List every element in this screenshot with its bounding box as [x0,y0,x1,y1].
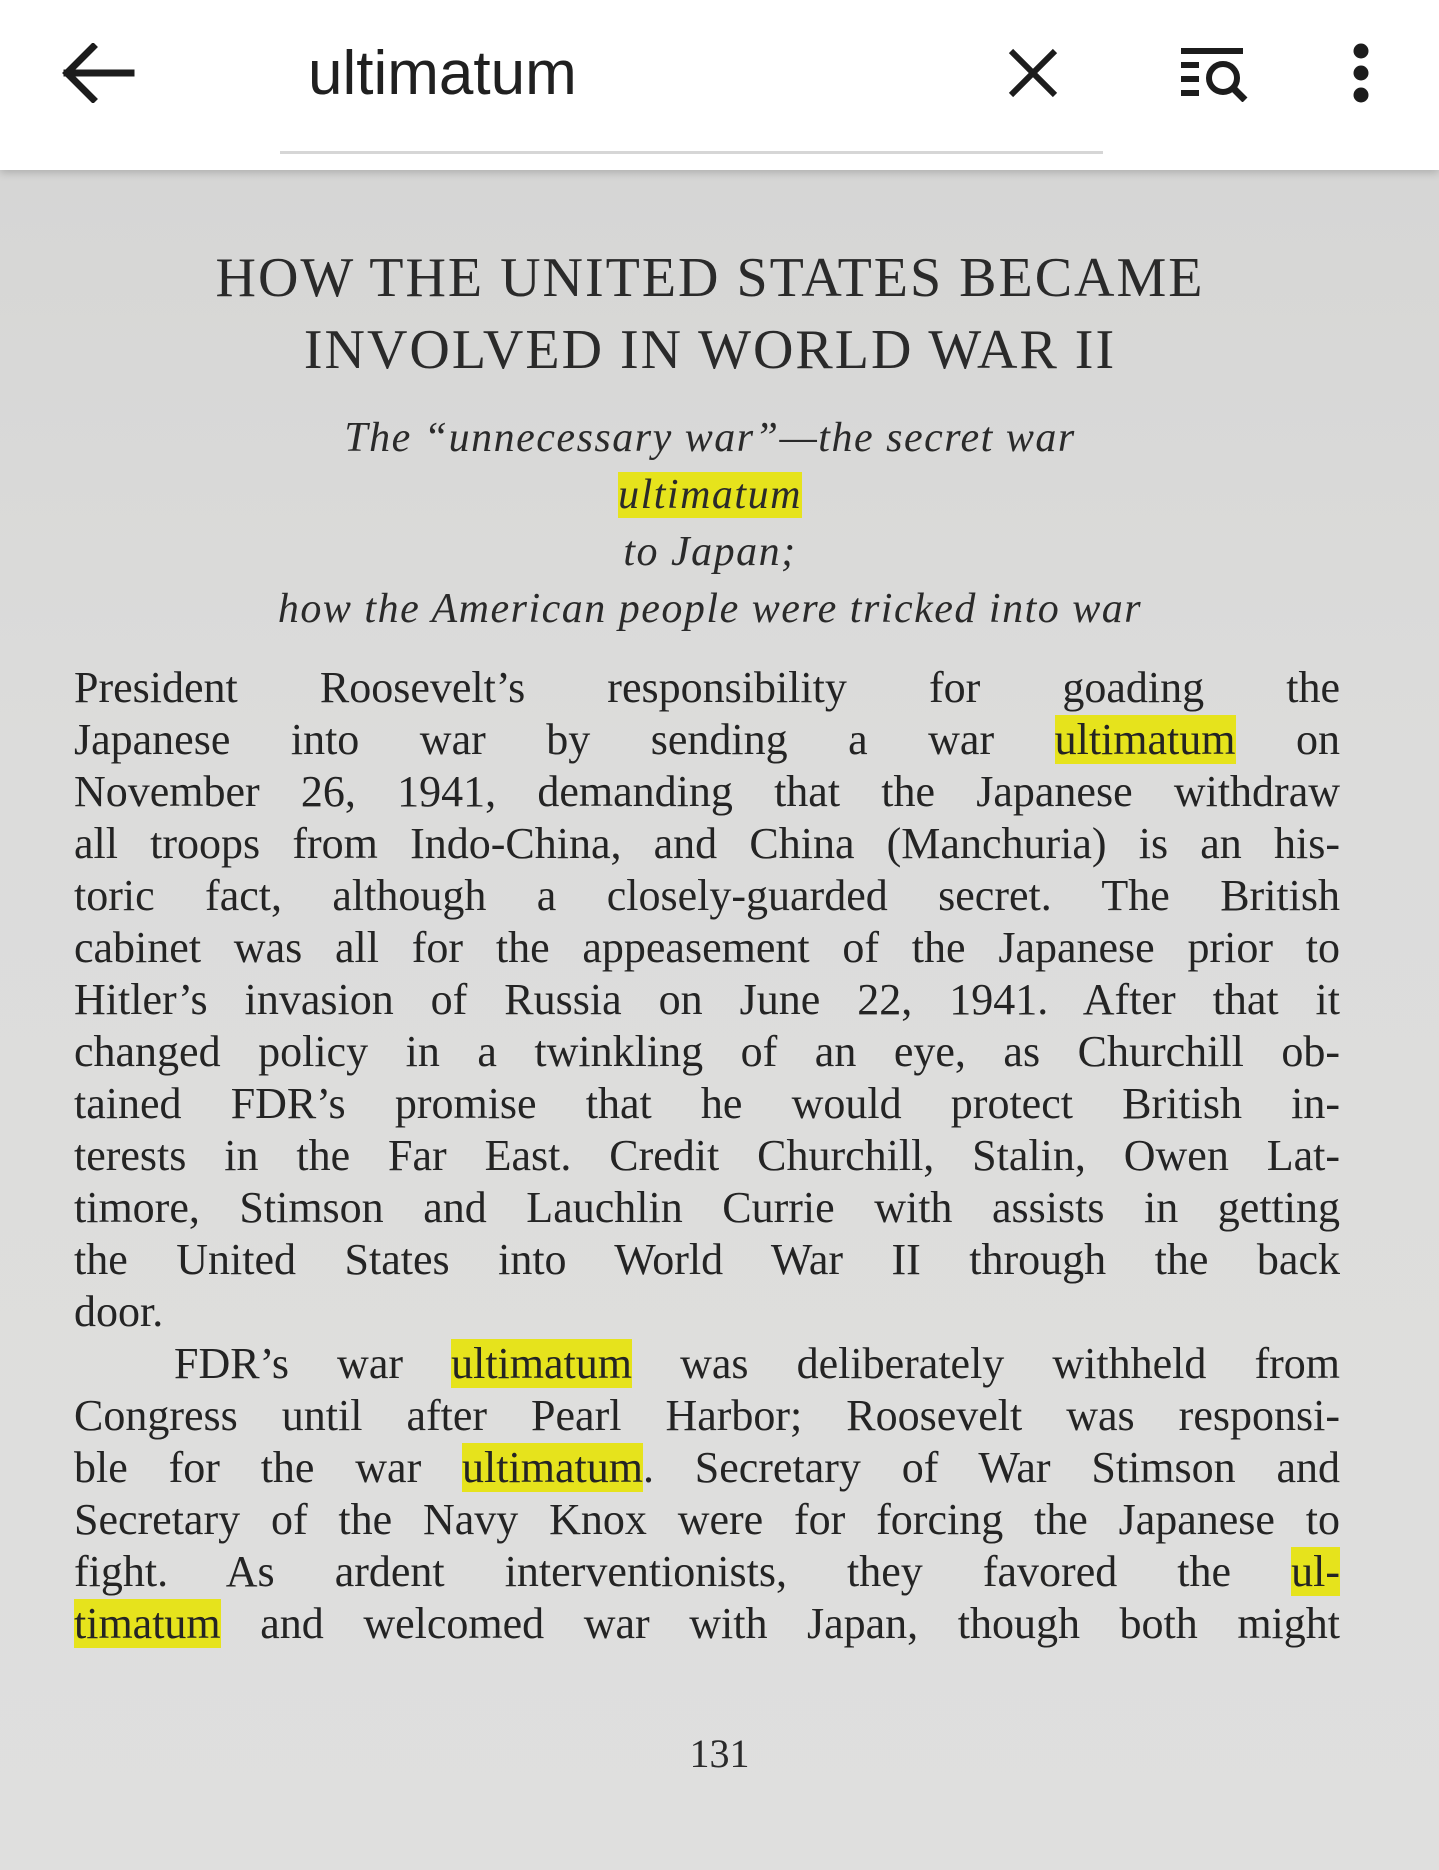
text-line [74,1442,1340,1494]
chapter-title-line: HOW THE UNITED STATES BECAME [215,247,1205,309]
search-match-highlight: ul- [1291,1547,1340,1596]
text-segment: Secretary of the Navy Knox were for forcing the Japanese to [74,1495,1340,1544]
text-line [74,1338,1340,1390]
text-segment: November 26, 1941, demanding that the Japanese withdraw [74,767,1340,816]
text-line [74,870,1340,922]
text-line [74,1286,1340,1338]
text-line [74,1026,1340,1078]
search-match-highlight: ultimatum [1054,715,1236,764]
text-segment: The “unnecessary war”—the secret war [344,415,1076,461]
chapter-title-line: INVOLVED IN WORLD WAR II [303,319,1117,381]
text-line [74,922,1340,974]
search-underline [280,151,1103,154]
text-segment: on [1235,715,1340,764]
chapter-title [70,242,1350,386]
text-segment: FDR’s war [174,1339,452,1388]
text-line [74,1494,1340,1546]
text-line [74,1546,1340,1598]
text-segment: toric fact, although a closely-guarded secret. The British [74,871,1340,920]
text-line [74,1390,1340,1442]
text-segment: how the American people were tricked into war [277,586,1143,632]
search-input[interactable] [308,30,958,116]
text-line [60,410,1360,581]
text-segment: ble for the war [74,1443,463,1492]
text-segment: timore, Stimson and Lauchlin Currie with assists in getting [74,1183,1340,1232]
page-number: 131 [689,1731,750,1776]
text-segment: to Japan; [623,529,797,575]
text-line [74,714,1340,766]
close-icon [1007,47,1059,99]
chapter-subtitle [60,410,1360,638]
text-segment: all troops from Indo-China, and China (Manchuria) is an his- [74,819,1340,868]
text-segment: President Roosevelt’s responsibility for goading the [74,663,1340,712]
search-in-text-button[interactable] [1160,18,1270,128]
text-line [74,662,1340,714]
text-segment: tained FDR’s promise that he would protect British in- [74,1079,1340,1128]
text-line [74,974,1340,1026]
text-segment: fight. As ardent interventionists, they favored the [74,1547,1292,1596]
page-body-text [74,662,1340,1650]
clear-search-button[interactable] [978,18,1088,128]
text-segment: was deliberately withheld from [632,1339,1340,1388]
text-line [74,766,1340,818]
text-segment: cabinet was all for the appeasement of the Japanese prior to [74,923,1340,972]
text-segment: the United States into World War II through the back [74,1235,1340,1284]
search-match-highlight: ultimatum [451,1339,632,1388]
text-segment: door. [74,1287,164,1336]
text-segment: terests in the Far East. Credit Churchill, Stalin, Owen Lat- [74,1131,1340,1180]
text-segment: and welcomed war with Japan, though both might [220,1599,1340,1648]
text-line [74,818,1340,870]
back-button[interactable] [42,18,152,128]
more-options-button[interactable] [1306,18,1416,128]
text-segment: changed policy in a twinkling of an eye, as Churchill ob- [74,1027,1340,1076]
text-segment: Japanese into war by sending a war [74,715,1055,764]
search-match-highlight: ultimatum [618,472,802,518]
book-page [0,170,1439,1870]
search-in-text-icon [1179,44,1251,102]
search-match-highlight: timatum [74,1599,221,1648]
search-match-highlight: ultimatum [462,1443,643,1492]
search-toolbar [0,0,1439,170]
text-line [74,1078,1340,1130]
text-line [74,1182,1340,1234]
text-segment: Congress until after Pearl Harbor; Roosevelt was responsi- [74,1391,1340,1440]
text-line [74,1598,1340,1650]
text-line [60,581,1360,638]
text-line [74,1234,1340,1286]
arrow-left-icon [59,43,135,103]
text-segment: Hitler’s invasion of Russia on June 22, 1941. After that it [74,975,1340,1024]
text-line [74,1130,1340,1182]
more-vertical-icon [1351,43,1371,103]
text-segment: . Secretary of War Stimson and [642,1443,1340,1492]
